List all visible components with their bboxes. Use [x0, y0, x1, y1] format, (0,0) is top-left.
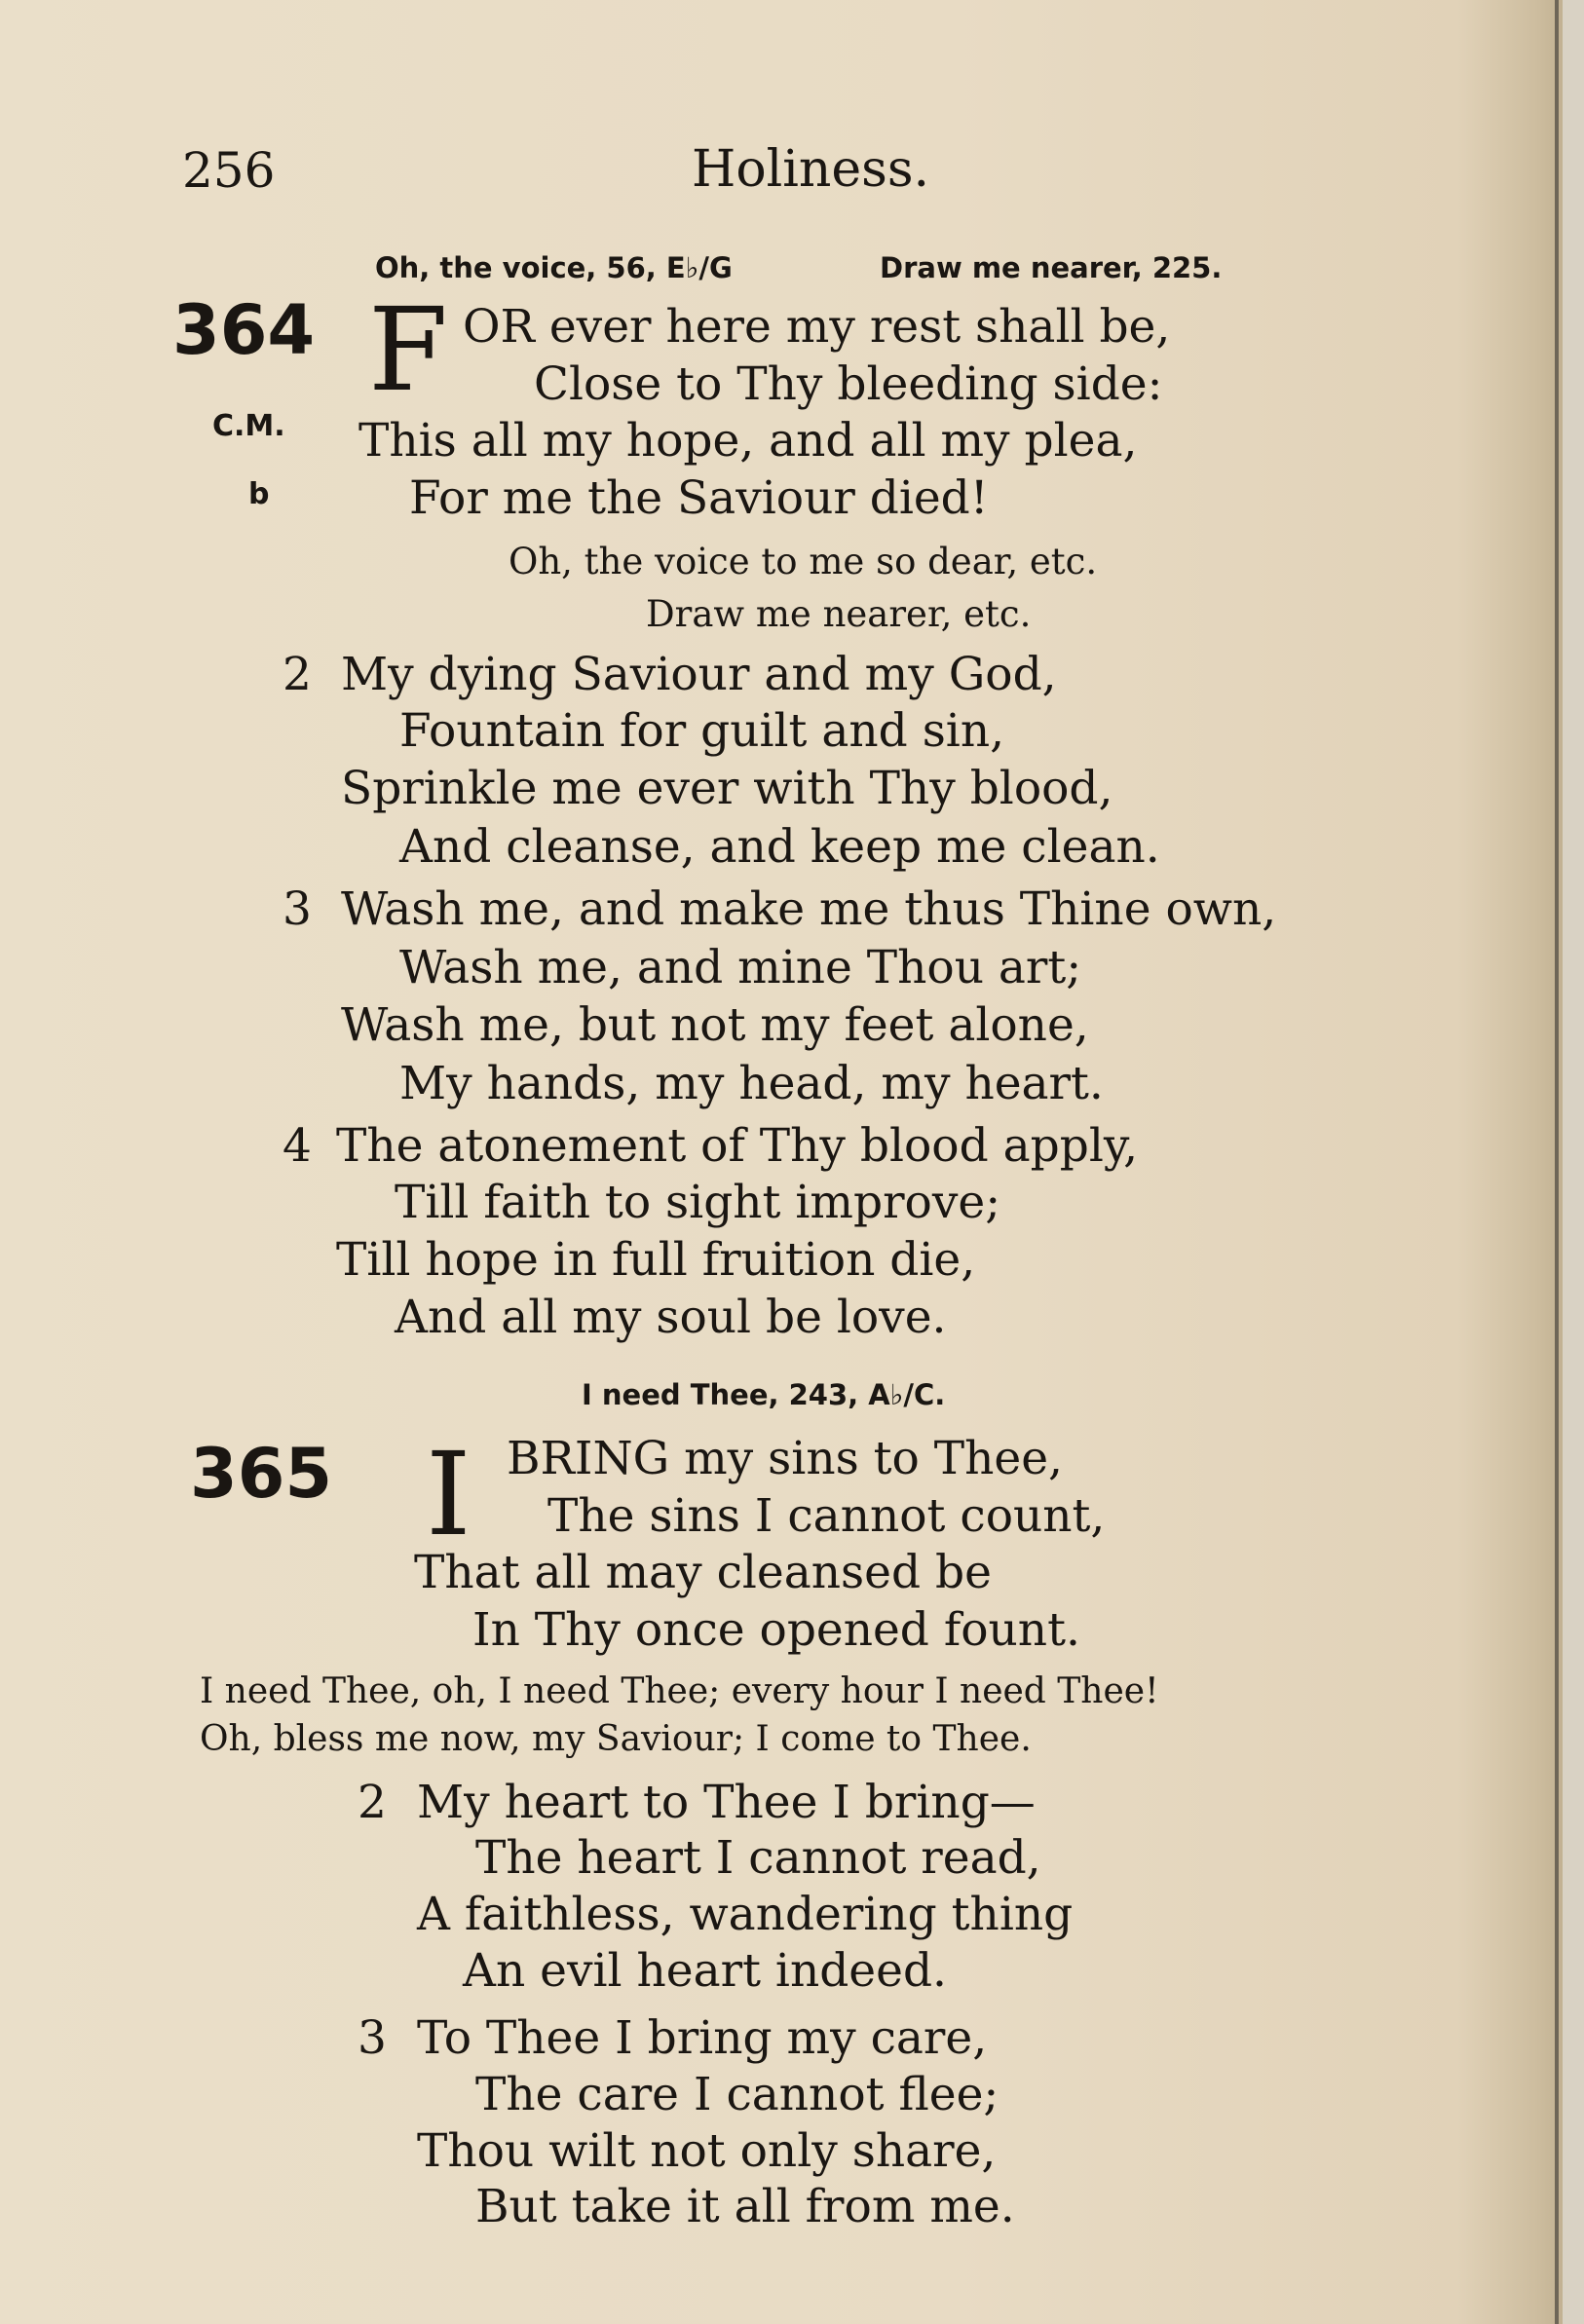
chorus-line: I need Thee, oh, I need Thee; every hour I need Thee!	[200, 1671, 1159, 1711]
verse-line: Close to Thy bleeding side:	[534, 357, 1163, 411]
verse-line: Wash me, and make me thus Thine own,	[341, 882, 1277, 936]
verse-line: Thou wilt not only share,	[417, 2124, 997, 2178]
verse-number: 4	[283, 1119, 312, 1173]
verse-line: To Thee I bring my care,	[417, 2011, 988, 2065]
tune-reference-left: Oh, the voice, 56, E♭/G	[375, 251, 733, 284]
verse-line: Till hope in full fruition die,	[336, 1233, 976, 1287]
verse-line: This all my hope, and all my plea,	[358, 414, 1138, 468]
verse-number: 3	[358, 2011, 387, 2065]
page-number: 256	[182, 142, 276, 199]
verse-line: My dying Saviour and my God,	[341, 648, 1057, 701]
verse-line: My heart to Thee I bring—	[417, 1776, 1036, 1829]
verse-number: 2	[283, 648, 312, 701]
verse-line: But take it all from me.	[475, 2180, 1015, 2233]
verse-line: And cleanse, and keep me clean.	[399, 820, 1160, 874]
page-edge	[1563, 0, 1584, 2324]
tune-reference: I need Thee, 243, A♭/C.	[582, 1378, 946, 1411]
drop-cap: I	[426, 1427, 471, 1561]
verse-line: Fountain for guilt and sin,	[399, 704, 1005, 758]
meter-label: C.M.	[212, 409, 285, 443]
verse-line: In Thy once opened fount.	[472, 1603, 1080, 1657]
verse-line: BRING my sins to Thee,	[507, 1432, 1063, 1485]
verse-line: OR ever here my rest shall be,	[463, 300, 1171, 354]
verse-line: Wash me, and mine Thou art;	[399, 941, 1082, 994]
verse-line: The sins I cannot count,	[547, 1489, 1106, 1543]
hymn-number: 364	[172, 290, 316, 370]
verse-line: The atonement of Thy blood apply,	[336, 1119, 1139, 1173]
page-title: Holiness.	[692, 140, 930, 199]
verse-line: The care I cannot flee;	[475, 2068, 999, 2121]
verse-line: Till faith to sight improve;	[395, 1176, 1001, 1229]
verse-number: 2	[358, 1776, 387, 1829]
drop-cap: F	[368, 282, 448, 417]
chorus-line: Draw me nearer, etc.	[646, 593, 1032, 635]
verse-number: 3	[283, 882, 312, 936]
verse-line: And all my soul be love.	[395, 1291, 947, 1344]
verse-line: Wash me, but not my feet alone,	[341, 998, 1089, 1052]
verse-line: A faithless, wandering thing	[417, 1888, 1074, 1941]
verse-line: For me the Saviour died!	[409, 471, 989, 525]
hymn-number: 365	[190, 1434, 333, 1514]
key-label: b	[248, 477, 270, 511]
verse-line: The heart I cannot read,	[475, 1831, 1041, 1885]
tune-reference-right: Draw me nearer, 225.	[880, 251, 1223, 284]
verse-line: My hands, my head, my heart.	[399, 1057, 1104, 1110]
verse-line: Sprinkle me ever with Thy blood,	[341, 762, 1113, 815]
chorus-line: Oh, the voice to me so dear, etc.	[509, 541, 1098, 582]
page-gutter-line	[1555, 0, 1559, 2324]
verse-line: That all may cleansed be	[414, 1546, 992, 1599]
chorus-line: Oh, bless me now, my Saviour; I come to Thee.	[200, 1719, 1032, 1759]
verse-line: An evil heart indeed.	[463, 1944, 947, 1998]
